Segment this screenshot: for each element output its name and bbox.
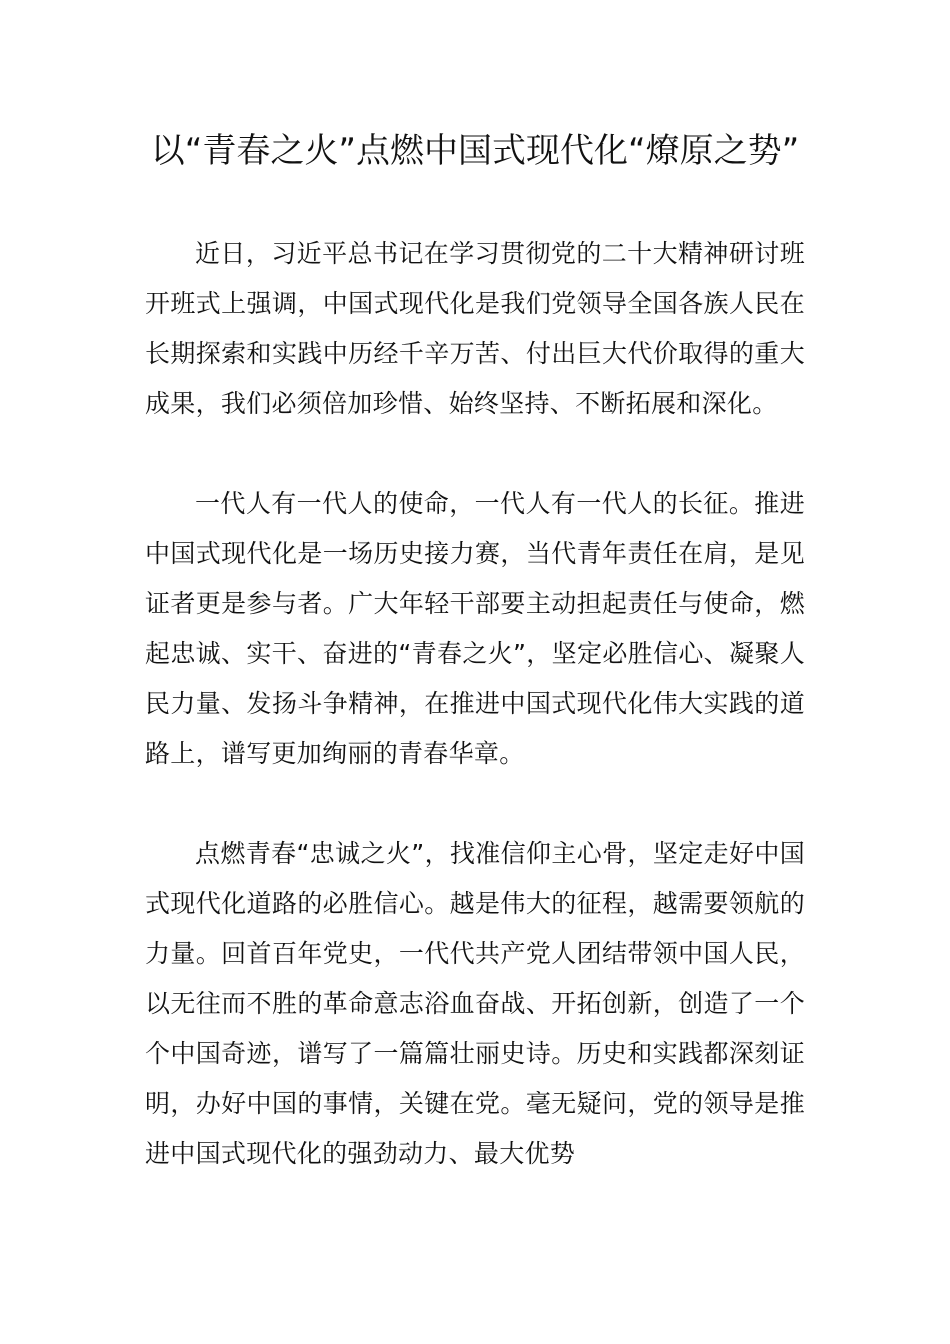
paragraph-2: 一代人有一代人的使命，一代人有一代人的长征。推进中国式现代化是一场历史接力赛，当代青年责任在肩，是见证者更是参与者。广大年轻干部要主动担起责任与使命，燃起忠诚、实干、奋进的“青春之火”，坚定必胜信心、凝聚人民力量、发扬斗争精神，在推进中国式现代化伟大实践的道路上，谱写更加绚丽的青春华章。 <box>145 489 805 768</box>
paragraph-3: 点燃青春“忠诚之火”，找准信仰主心骨，坚定走好中国式现代化道路的必胜信心。越是伟大的征程，越需要领航的力量。回首百年党史，一代代共产党人团结带领中国人民，以无往而不胜的革命意志浴血奋战、开拓创新，创造了一个个中国奇迹，谱写了一篇篇壮丽史诗。历史和实践都深刻证明，办好中国的事情，关键在党。毫无疑问，党的领导是推进中国式现代化的强劲动力、最大优势 <box>145 839 805 1168</box>
document-body <box>145 229 805 1229</box>
paragraph-1: 近日，习近平总书记在学习贯彻党的二十大精神研讨班开班式上强调，中国式现代化是我们党领导全国各族人民在长期探索和实践中历经千辛万苦、付出巨大代价取得的重大成果，我们必须倍加珍惜、始终坚持、不断拓展和深化。 <box>145 239 805 418</box>
document-title: 以“青春之火”点燃中国式现代化“燎原之势” <box>150 131 800 171</box>
